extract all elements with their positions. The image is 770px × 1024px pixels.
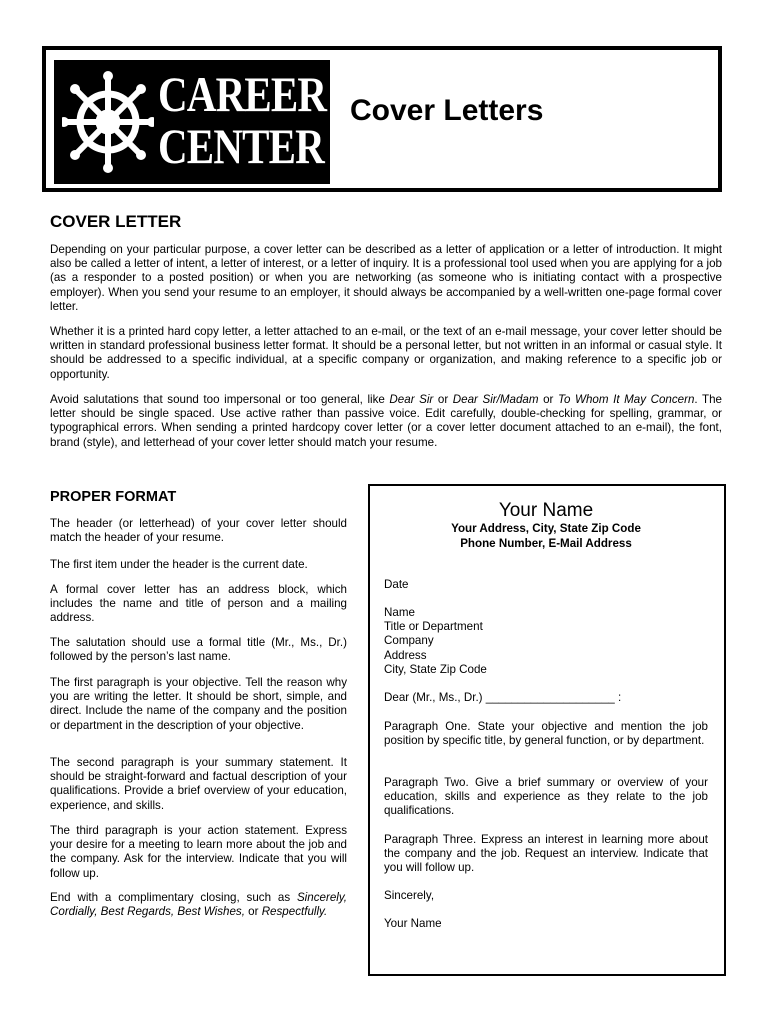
address-line: Title or Department bbox=[384, 620, 483, 634]
address-line: City, State Zip Code bbox=[384, 662, 487, 676]
career-center-logo bbox=[54, 60, 330, 184]
section-heading-proper-format: PROPER FORMAT bbox=[50, 489, 177, 505]
address-line: Address bbox=[384, 648, 427, 662]
sample-letter-name: Your Name bbox=[498, 500, 594, 521]
logo-text bbox=[158, 68, 326, 172]
sample-closing: Sincerely, bbox=[384, 889, 435, 902]
sample-paragraph-2: Paragraph Two. Give a brief summary or overview of your education, skills and experience as they relate to the job qualifications. bbox=[384, 776, 708, 818]
format-item: The header (or letterhead) of your cover letter should match the header of your resume. bbox=[50, 517, 347, 545]
sample-signature: Your Name bbox=[384, 917, 442, 930]
sample-letter-address: Your Address, City, State Zip Code bbox=[451, 522, 641, 535]
sample-letter-date: Date bbox=[384, 578, 409, 591]
cover-letter-paragraph-3: Avoid salutations that sound too impersonal or too general, like Dear Sir or Dear Sir/Madam or To Whom It May Concern. The letter should be single spaced. Use active rather than passive voice. Edit carefully, double-checking for spelling, grammar, or typographical errors. When sending a printed hardcopy cover letter (or a cover letter document attached to an e-mail), the font, brand (style), and letterhead of your cover letter should match your resume. bbox=[50, 393, 722, 449]
sample-letter-contact: Phone Number, E-Mail Address bbox=[460, 537, 632, 550]
format-item: The first paragraph is your objective. Tell the reason why you are writing the letter. It should be short, simple, and direct. Include the name of the company and the position or department in the description of your objective. bbox=[50, 676, 347, 732]
cover-letter-paragraph-2: Whether it is a printed hard copy letter, a letter attached to an e-mail, or the text of an e-mail message, your cover letter should be written in standard professional business letter format. It should be a personal letter, but not written in an informal or casual style. It should be addressed to a specific individual, at a specific company or organization, and making reference to a specific job or opportunity. bbox=[50, 325, 722, 381]
sample-salutation: Dear (Mr., Ms., Dr.) ____________________ : bbox=[384, 691, 622, 704]
format-item: The third paragraph is your action statement. Express your desire for a meeting to learn more about the job and the company. Ask for the interview. Indicate that you will follow up. bbox=[50, 824, 347, 880]
section-heading-cover-letter: COVER LETTER bbox=[50, 212, 182, 231]
format-item: A formal cover letter has an address block, which includes the name and title of person and a mailing address. bbox=[50, 583, 347, 625]
address-line: Name bbox=[384, 606, 415, 619]
logo-line-center: CENTER bbox=[158, 118, 324, 174]
cover-letter-paragraph-1: Depending on your particular purpose, a cover letter can be described as a letter of application or a letter of introduction. It might also be called a letter of intent, a letter of interest, or a letter of inquiry. It is a professional tool used when you are applying for a job (as a responder to a posted position) or when you are networking (as someone who is initiating contact with a prospective employer). When you send your resume to an employer, it should always be accompanied by a well-written one-page formal cover letter. bbox=[50, 243, 722, 313]
sample-paragraph-1: Paragraph One. State your objective and mention the job position by specific title, by general function, or by department. bbox=[384, 720, 708, 748]
format-item: The salutation should use a formal title (Mr., Ms., Dr.) followed by the person’s last name. bbox=[50, 636, 347, 664]
format-item: The first item under the header is the current date. bbox=[50, 558, 308, 571]
sample-address-block bbox=[384, 606, 708, 677]
format-item-closing: End with a complimentary closing, such as Sincerely, Cordially, Best Regards, Best Wishes, or Respectfully. bbox=[50, 891, 347, 919]
format-item: The second paragraph is your summary statement. It should be straight-forward and factual description of your qualifications. Provide a brief overview of your education, experience, and skills. bbox=[50, 756, 347, 812]
ship-wheel-icon bbox=[62, 70, 154, 174]
page-title: Cover Letters bbox=[350, 94, 544, 127]
address-line: Company bbox=[384, 634, 434, 648]
sample-paragraph-3: Paragraph Three. Express an interest in learning more about the company and the job. Request an interview. Indicate that you will follow up. bbox=[384, 833, 708, 875]
logo-line-career: CAREER bbox=[158, 66, 327, 122]
